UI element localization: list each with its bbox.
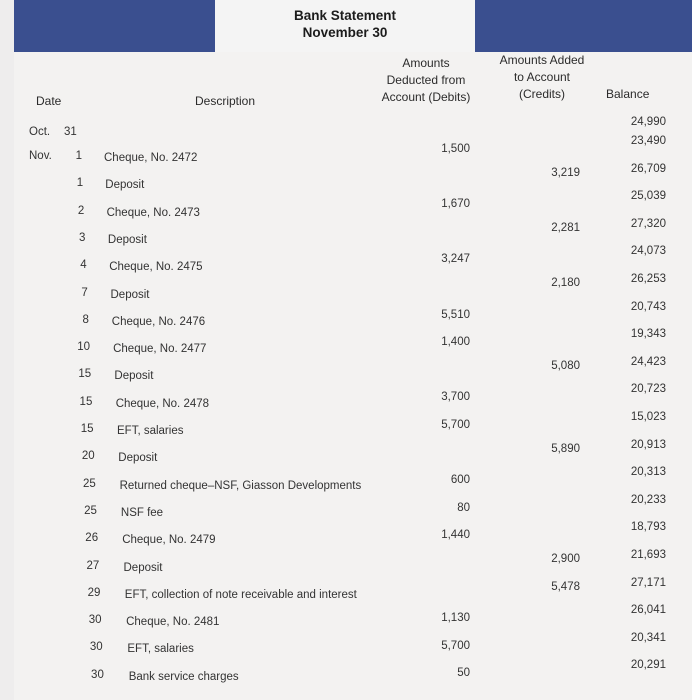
- row-balance: 26,709: [630, 162, 666, 175]
- row-debit: 50: [457, 667, 470, 680]
- row-balance: 21,693: [630, 549, 666, 561]
- row-day: 7: [81, 286, 88, 299]
- row-day: 25: [84, 504, 97, 517]
- row-day: 20: [81, 450, 95, 463]
- row-day: 15: [79, 395, 93, 408]
- row-credit: 5,478: [551, 580, 580, 593]
- row-description: Deposit: [114, 370, 154, 383]
- row-description: Returned cheque–NSF, Giasson Developments: [119, 479, 362, 492]
- header-balance: Balance: [606, 87, 650, 101]
- header-debits-line1: Amounts: [402, 56, 450, 70]
- row-description: Cheque, No. 2476: [111, 315, 206, 328]
- header-description: Description: [195, 94, 256, 108]
- row-debit: 1,670: [441, 198, 470, 211]
- row-description: EFT, salaries: [117, 425, 184, 437]
- row-description: EFT, salaries: [127, 643, 194, 656]
- row-day: 1: [76, 177, 84, 190]
- row-description: Bank service charges: [128, 670, 239, 683]
- row-description: Deposit: [110, 288, 150, 301]
- row-balance: 26,041: [630, 604, 666, 617]
- row-description: EFT, collection of note receivable and interest: [124, 588, 357, 601]
- row-credit: 3,219: [551, 166, 580, 179]
- row-day: 4: [80, 259, 87, 272]
- row-day: 30: [88, 614, 102, 627]
- opening-balance: 24,990: [630, 116, 666, 128]
- opening-day: 31: [64, 126, 77, 138]
- row-balance: 20,313: [630, 466, 666, 479]
- row-credit: 5,080: [551, 359, 580, 372]
- row-day: 25: [83, 477, 96, 490]
- row-description: Deposit: [105, 179, 145, 192]
- header-debits-line2: Deducted from: [386, 73, 466, 87]
- header-credits: [490, 52, 594, 103]
- statement-title: [215, 0, 475, 52]
- row-debit: 80: [457, 501, 470, 514]
- header-credits-line1: Amounts Added: [499, 53, 585, 67]
- row-credit: 2,281: [551, 221, 580, 234]
- row-day: 29: [87, 586, 101, 599]
- row-day: 1: [75, 150, 82, 162]
- row-description: Cheque, No. 2472: [104, 152, 198, 164]
- row-balance: 19,343: [630, 328, 666, 341]
- row-debit: 5,700: [441, 639, 470, 652]
- row-debit: 3,247: [441, 253, 470, 266]
- row-description: Cheque, No. 2475: [109, 261, 203, 274]
- row-debit: 5,700: [441, 419, 470, 431]
- row-balance: 26,253: [630, 273, 666, 285]
- row-description: Cheque, No. 2481: [126, 616, 220, 629]
- row-balance: 24,423: [630, 355, 666, 368]
- row-debit: 1,400: [441, 336, 470, 349]
- row-debit: 1,440: [441, 529, 470, 542]
- row-debit: 600: [450, 474, 470, 487]
- row-balance: 20,341: [630, 631, 666, 644]
- row-description: Cheque, No. 2478: [115, 397, 210, 410]
- row-day: 30: [91, 668, 104, 681]
- header-debits-line3: Account (Debits): [381, 90, 471, 104]
- row-day: 26: [85, 532, 99, 545]
- row-description: Cheque, No. 2477: [113, 343, 207, 356]
- row-balance: 15,023: [630, 411, 666, 423]
- row-balance: 20,723: [630, 383, 666, 396]
- row-balance: 20,291: [630, 659, 666, 672]
- row-balance: 20,913: [630, 438, 666, 451]
- row-description: Deposit: [123, 561, 163, 574]
- row-month: Nov.: [29, 150, 52, 162]
- row-day: 8: [82, 313, 89, 326]
- header-date: Date: [36, 94, 62, 108]
- statement-title-line2: November 30: [302, 25, 388, 40]
- row-day: 2: [77, 204, 85, 217]
- row-balance: 24,073: [630, 245, 666, 258]
- row-balance: 27,320: [630, 217, 666, 230]
- row-balance: 18,793: [630, 521, 666, 534]
- row-credit: 2,900: [551, 553, 580, 565]
- row-debit: 1,130: [441, 612, 470, 625]
- row-balance: 27,171: [630, 576, 666, 589]
- header-credits-line3: (Credits): [518, 87, 565, 101]
- opening-month: Oct.: [29, 126, 51, 138]
- row-day: 10: [77, 341, 91, 354]
- row-day: 15: [80, 423, 94, 435]
- row-day: 15: [78, 368, 92, 381]
- row-day: 27: [86, 559, 100, 572]
- row-credit: 5,890: [551, 442, 580, 455]
- row-balance: 25,039: [630, 190, 666, 203]
- row-day: 3: [79, 231, 86, 244]
- row-description: Deposit: [107, 233, 147, 246]
- row-description: Deposit: [118, 452, 158, 465]
- header-debits: [372, 55, 480, 106]
- row-debit: 1,500: [441, 143, 470, 155]
- row-description: Cheque, No. 2479: [122, 534, 216, 547]
- row-balance: 20,233: [630, 493, 666, 506]
- header-credits-line2: to Account: [513, 70, 571, 84]
- row-debit: 5,510: [441, 308, 470, 321]
- statement-title-line1: Bank Statement: [293, 8, 397, 23]
- row-debit: 3,700: [441, 391, 470, 404]
- row-description: Cheque, No. 2473: [106, 206, 200, 219]
- row-day: 30: [89, 641, 103, 654]
- row-description: NSF fee: [120, 506, 164, 519]
- row-balance: 23,490: [630, 135, 666, 147]
- row-credit: 2,180: [551, 277, 580, 289]
- row-balance: 20,743: [630, 300, 666, 313]
